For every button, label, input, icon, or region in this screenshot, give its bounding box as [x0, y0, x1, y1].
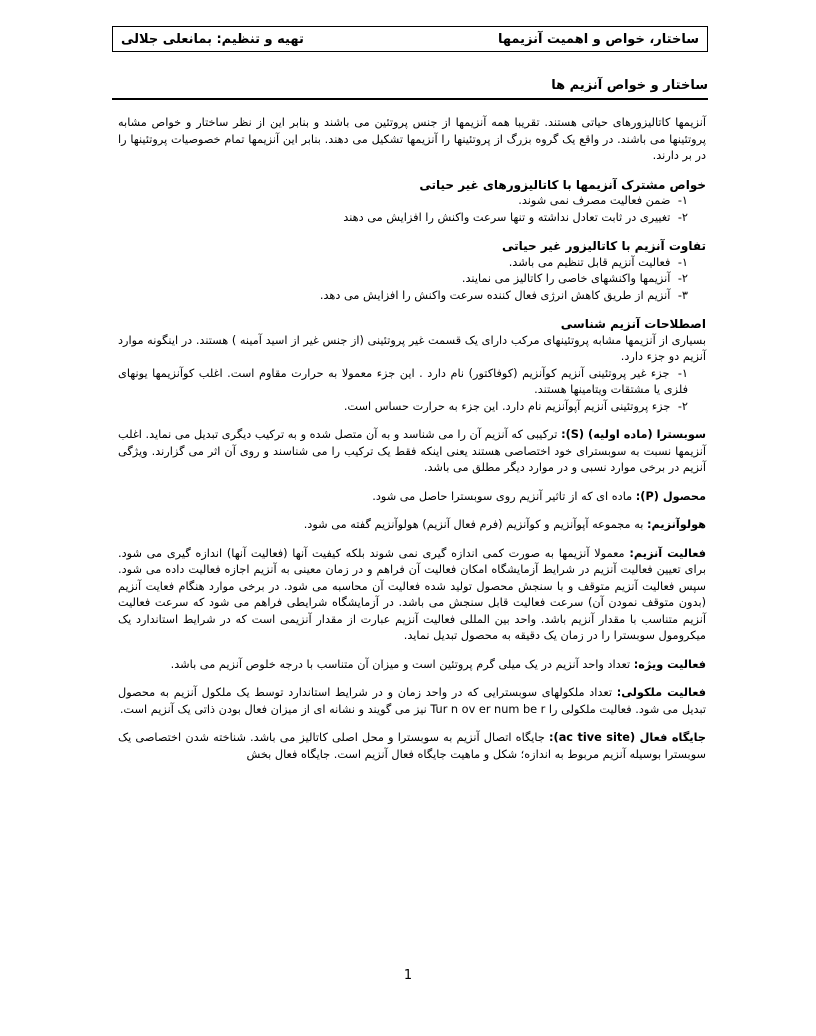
definition-substrate: سوبسترا (ماده اولیه) (S): ترکیبی که آنزیم آن را می شناسد و به آن متصل شده و به ترکیب دیگری تبدیل می نماید. اغلب آنزیمها نسبت به سوبسترای خود اختصاصی هستند یعنی اینکه فقط یک ترکیب را می شناسند و روی آن اثر می گزارند. ویژگی آنزیم در برخی موارد نسبی و در موارد دیگر مطلق می باشد. — [118, 428, 707, 474]
document-body — [118, 115, 706, 775]
page-number: 1 — [403, 968, 413, 983]
difference-heading: تفاوت آنزیم با کاتالیزور غیر حیاتی — [501, 239, 706, 253]
section-title: ساختار و خواص آنزیم ها — [112, 78, 708, 100]
common-properties-list — [118, 193, 706, 226]
page-header — [112, 26, 708, 52]
definition-specific-activity: فعالیت ویژه: تعداد واحد آنزیم در یک میلی گرم پروتئین است و میزان آن متناسب با درجه خلوص آنزیم می باشد. — [170, 657, 706, 671]
definition-product: محصول (P): ماده ای که از تاثیر آنزیم روی سوبسترا حاصل می شود. — [372, 489, 706, 503]
definition-holoenzyme: هولوآنزیم: به مجموعه آپوآنزیم و کوآنزیم (فرم فعال آنزیم) هولوآنزیم گفته می شود. — [303, 518, 706, 531]
common-properties-heading: خواص مشترک آنزیمها با کاتالیزورهای غیر حیاتی — [419, 177, 706, 192]
list-item: ۳- آنزیم از طریق کاهش انرژی فعال کننده سرعت واکنش را افزایش می دهد. — [319, 288, 688, 302]
list-item: ۱- جزء غیر پروتئینی آنزیم کوآنزیم (کوفاکتور) نام دارد . این جزء معمولا به حرارت مقاوم است. اغلب کوآنزیمها یونهای فلزی یا مشتقات ویتامینها هستند. — [118, 366, 688, 396]
list-item: ۲- تغییری در ثابت تعادل نداشته و تنها سرعت واکنش را افزایش می دهند — [343, 210, 688, 224]
terms-paragraph: بسیاری از آنزیمها مشابه پروتئینهای مرکب دارای یک قسمت غیر پروتئینی (از جنس غیر از اسید آمینه ) هستند. در اینگونه موارد آنزیم دو جزء دارد. — [118, 333, 706, 363]
difference-list — [118, 255, 706, 305]
definition-molecular-activity: فعالیت ملکولی: تعداد ملکولهای سوبسترایی که در واحد زمان و در شرایط استاندارد توسط یک ملکول آنزیم به محصول تبدیل می شود. فعالیت ملکولی را Tur n ov er num be r نیز می گویند و نشانه ای از میزان فعال بودن ذاتی یک آنزیم است. — [118, 686, 706, 716]
intro-paragraph: آنزیمها کاتالیزورهای حیاتی هستند. تقریبا همه آنزیمها از جنس پروتئین می باشند و بنابر این از نظر ساختار و خواص مشابه پروتئینها می باشند. در واقع یک گروه بزرگ از پروتئینها را آنزیمها تشکیل می دهند. بنابر این آنزیمها تمام خصوصیات پروتئینها را در بر دارند. — [118, 116, 706, 162]
terms-heading: اصطلاحات آنزیم شناسی — [560, 317, 706, 331]
header-title: ساختار، خواص و اهمیت آنزیمها — [497, 31, 699, 47]
list-item: ۱- ضمن فعالیت مصرف نمی شوند. — [518, 194, 688, 207]
definition-active-site: جایگاه فعال (ac tive site): جایگاه اتصال آنزیم به سوبسترا و محل اصلی کاتالیز می باشد. شناخته شدن اختصاصی یک سوبسترا بوسیله آنزیم مربوط به اندازه؛ شکل و ماهیت جایگاه فعال آنزیم است. جایگاه فعال بخش — [118, 731, 706, 761]
definition-enzyme-activity: فعالیت آنزیم: معمولا آنزیمها به صورت کمی اندازه گیری نمی شوند بلکه کیفیت آنها (فعالیت آنها) اندازه گیری می شود. برای تعیین فعالیت آنزیم در شرایط آزمایشگاه امکان فعالیت آن فراهم و در زمان معینی به آنزیم اجازه فعالیت داده می شود. سپس فعالیت آنزیم متوقف و با سنجش محصول تولید شده فعالیت آن محاسبه می شود. در برخی موارد هنگام فعایت آنزیم (بدون متوقف نمودن آن) سرعت فعالیت قابل سنجش می باشد. در آزمایشگاه شرایطی فراهم می شود که سرعت فعالیت آنزیم متناسب با مقدار آنزیم باشد. واحد بین المللی فعالیت آنزیم عبارت از مقدار آنزیمی است که در شرایط استاندارد یک میکرومول سوبسترا را در زمان یک دقیقه به محصول تبدیل نماید. — [118, 546, 706, 642]
header-author: تهیه و تنظیم: بمانعلی جلالی — [121, 31, 304, 47]
terms-list — [118, 366, 706, 416]
list-item: ۱- فعالیت آنزیم قابل تنظیم می باشد. — [508, 255, 688, 269]
list-item: ۲- جزء پروتئینی آنزیم آپوآنزیم نام دارد. این جزء به حرارت حساس است. — [343, 399, 688, 413]
list-item: ۲- آنزیمها واکنشهای خاصی را کاتالیز می نمایند. — [461, 272, 688, 285]
